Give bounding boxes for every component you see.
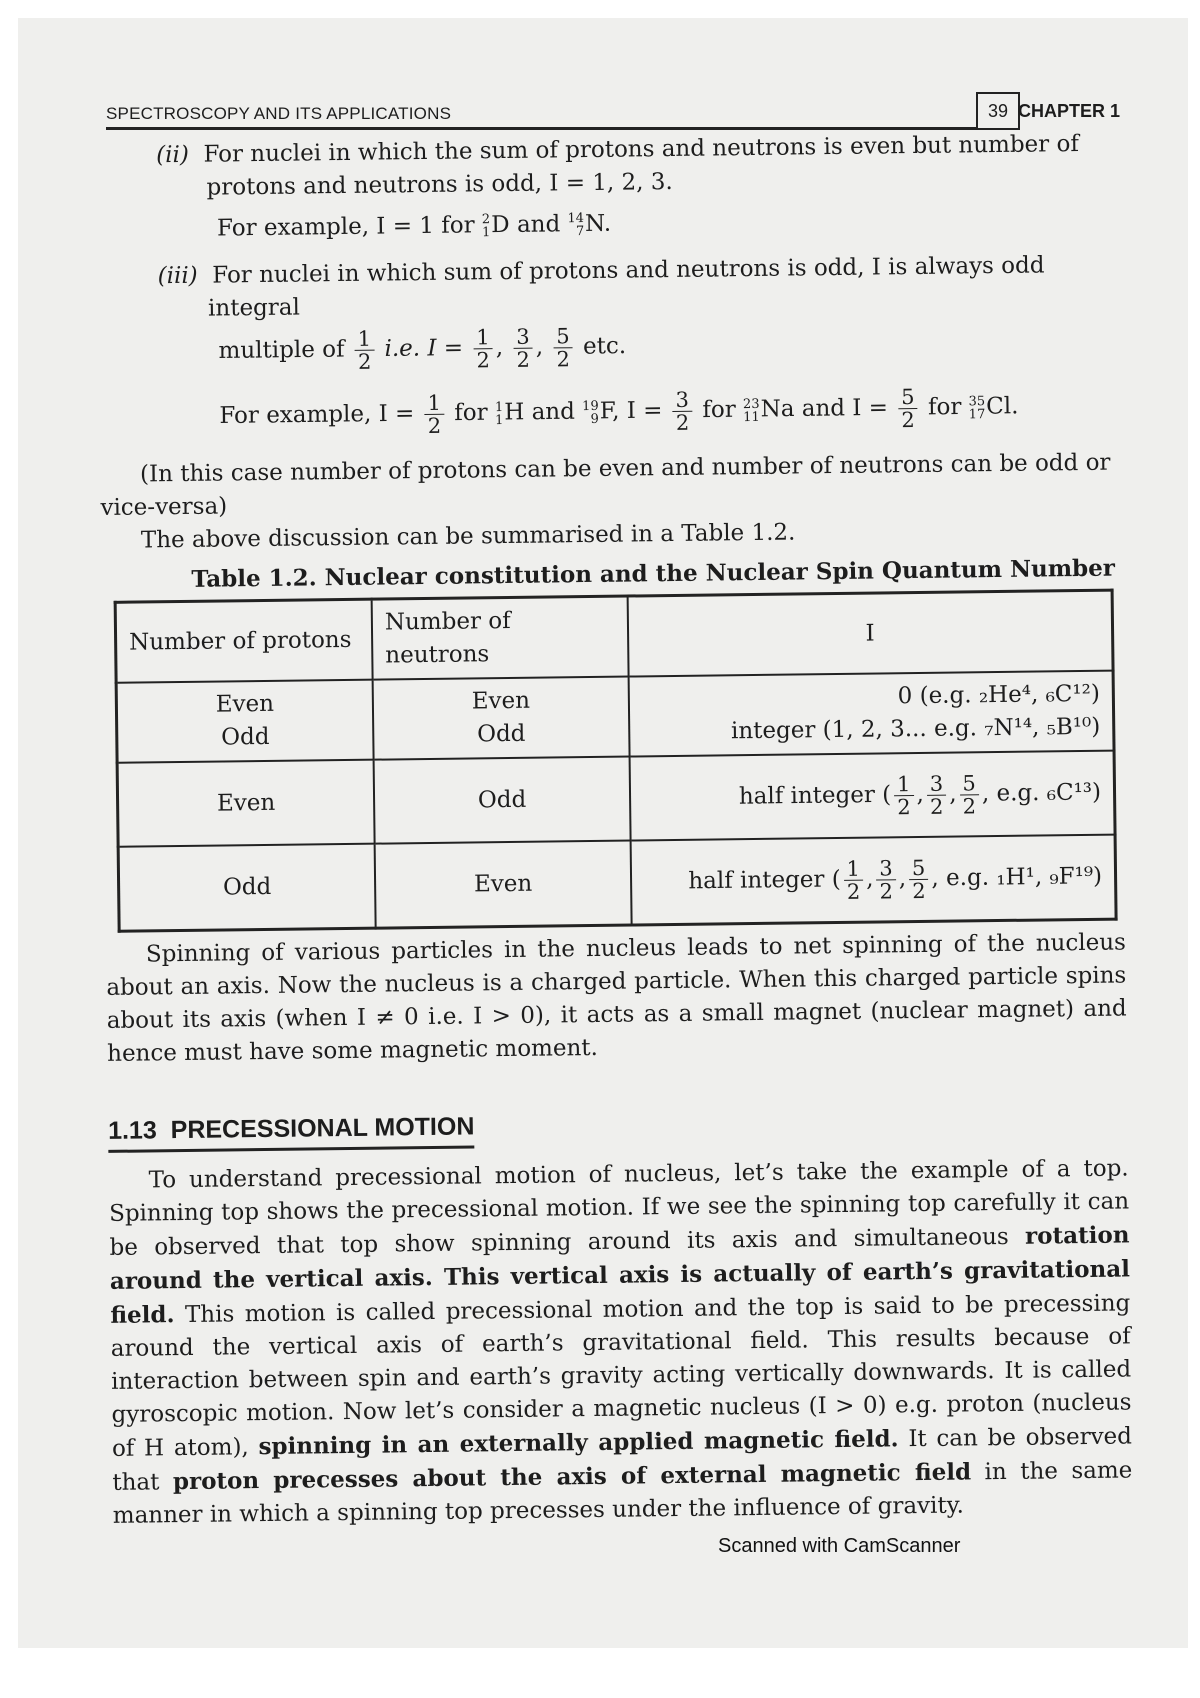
chapter-label: CHAPTER 1 (1017, 101, 1120, 121)
item-iii-multiples: multiple of $\frac{1}{2}$ i.e. I = $\frac{1}{2}$ , $\frac{3}{2}$ , $\frac{5}{2}$ etc. (218, 324, 627, 374)
scanner-watermark: Scanned with CamScanner (718, 1535, 961, 1557)
cell-neutrons: Even (375, 841, 632, 929)
page-content (96, 128, 1133, 1533)
section-number: 1.13 (107, 1116, 157, 1145)
section-title: PRECESSIONAL MOTION (170, 1112, 475, 1145)
table-row (116, 671, 1114, 763)
table-caption: Table 1.2. Nuclear constitution and the Nuclear Spin Quantum Number (191, 554, 1116, 593)
item-iii (97, 249, 1118, 327)
summary-line: The above discussion can be summarised in a Table 1.2. (140, 519, 796, 554)
cell-protons: Even Odd (116, 680, 373, 763)
header-rule (106, 127, 978, 130)
item-ii (96, 128, 1117, 206)
cell-neutrons: Even Odd (373, 677, 630, 760)
page-header (80, 60, 1120, 130)
col-spin: I (628, 590, 1113, 676)
item-ii-text: For nuclei in which the sum of protons and neutrons is even but number of protons and neutrons is odd, I = 1, 2, 3. (203, 130, 1080, 201)
table-row (117, 751, 1115, 847)
table-row (118, 835, 1116, 932)
spin-table (114, 589, 1118, 933)
cell-spin: half integer ( $\frac{1}{2}$ , $\frac{3}{2}$ , $\frac{5}{2}$ , e.g. ₆C¹³) (630, 751, 1115, 841)
cell-neutrons: Odd (374, 757, 631, 844)
cell-protons: Odd (118, 844, 376, 932)
item-ii-label: (ii) (156, 141, 190, 169)
col-protons: Number of protons (115, 599, 372, 683)
page-number: 39 (976, 92, 1020, 130)
item-iii-label: (iii) (157, 262, 198, 290)
cell-protons: Even (117, 760, 375, 847)
table-header-row (115, 590, 1113, 683)
section-heading (108, 1110, 475, 1152)
col-neutrons: Number of neutrons (372, 596, 629, 680)
running-title: SPECTROSCOPY AND ITS APPLICATIONS (106, 104, 452, 123)
cell-spin: 0 (e.g. ₂He⁴, ₆C¹²) integer (1, 2, 3... e.g. ₇N¹⁴, ₅B¹⁰) (629, 671, 1114, 757)
item-iii-text: For nuclei in which sum of protons and neutrons is odd, I is always odd integral (207, 252, 1045, 322)
precession-paragraph: To understand precessional motion of nucleus, let’s take the example of a top. Spinning top shows the precessional motion. If we see the spinning top carefully it can be observed that top show spinning around its axis and simultaneous rotation around the vertical axis. This vertical axis is actually of earth’s gravitational field. This motion is called precessional motion and the top is said to be precessing around the vertical axis of earth’s gravitational field. This results because of interaction between spin and earth’s gravity acting vertically downwards. It is called gyroscopic motion. Now let’s consider a magnetic nucleus (I > 0) e.g. proton (nucleus of H atom), spinning in an externally applied magnetic field. It can be observed that proton precesses about the axis of external magnetic field in the same manner in which a spinning top precesses under the influence of gravity. (108, 1155, 1133, 1529)
cell-spin: half integer ( $\frac{1}{2}$ , $\frac{3}{2}$ , $\frac{5}{2}$ , e.g. ₁H¹, ₉F¹⁹) (631, 835, 1116, 925)
item-ii-example: For example, I = 1 for 2 1 D and 14 7 N. (216, 210, 612, 242)
case-note: (In this case number of protons can be even and number of neutrons can be odd or vice-versa) (100, 449, 1111, 521)
item-iii-example: For example, I = $\frac{1}{2}$ for 1 1 H and 19 9 F, I = $\frac{3}{2}$ for 23 11 Na and I = $\frac{5}{2}$ for 35 17 Cl. (219, 385, 1019, 438)
spin-paragraph: Spinning of various particles in the nucleus leads to net spinning of the nucleus about an axis. Now the nucleus is a charged particle. When this charged particle spins about its axis (when I ≠ 0 i.e. I > 0), it acts as a small magnet (nuclear magnet) and hence must have some magnetic moment. (106, 929, 1127, 1067)
